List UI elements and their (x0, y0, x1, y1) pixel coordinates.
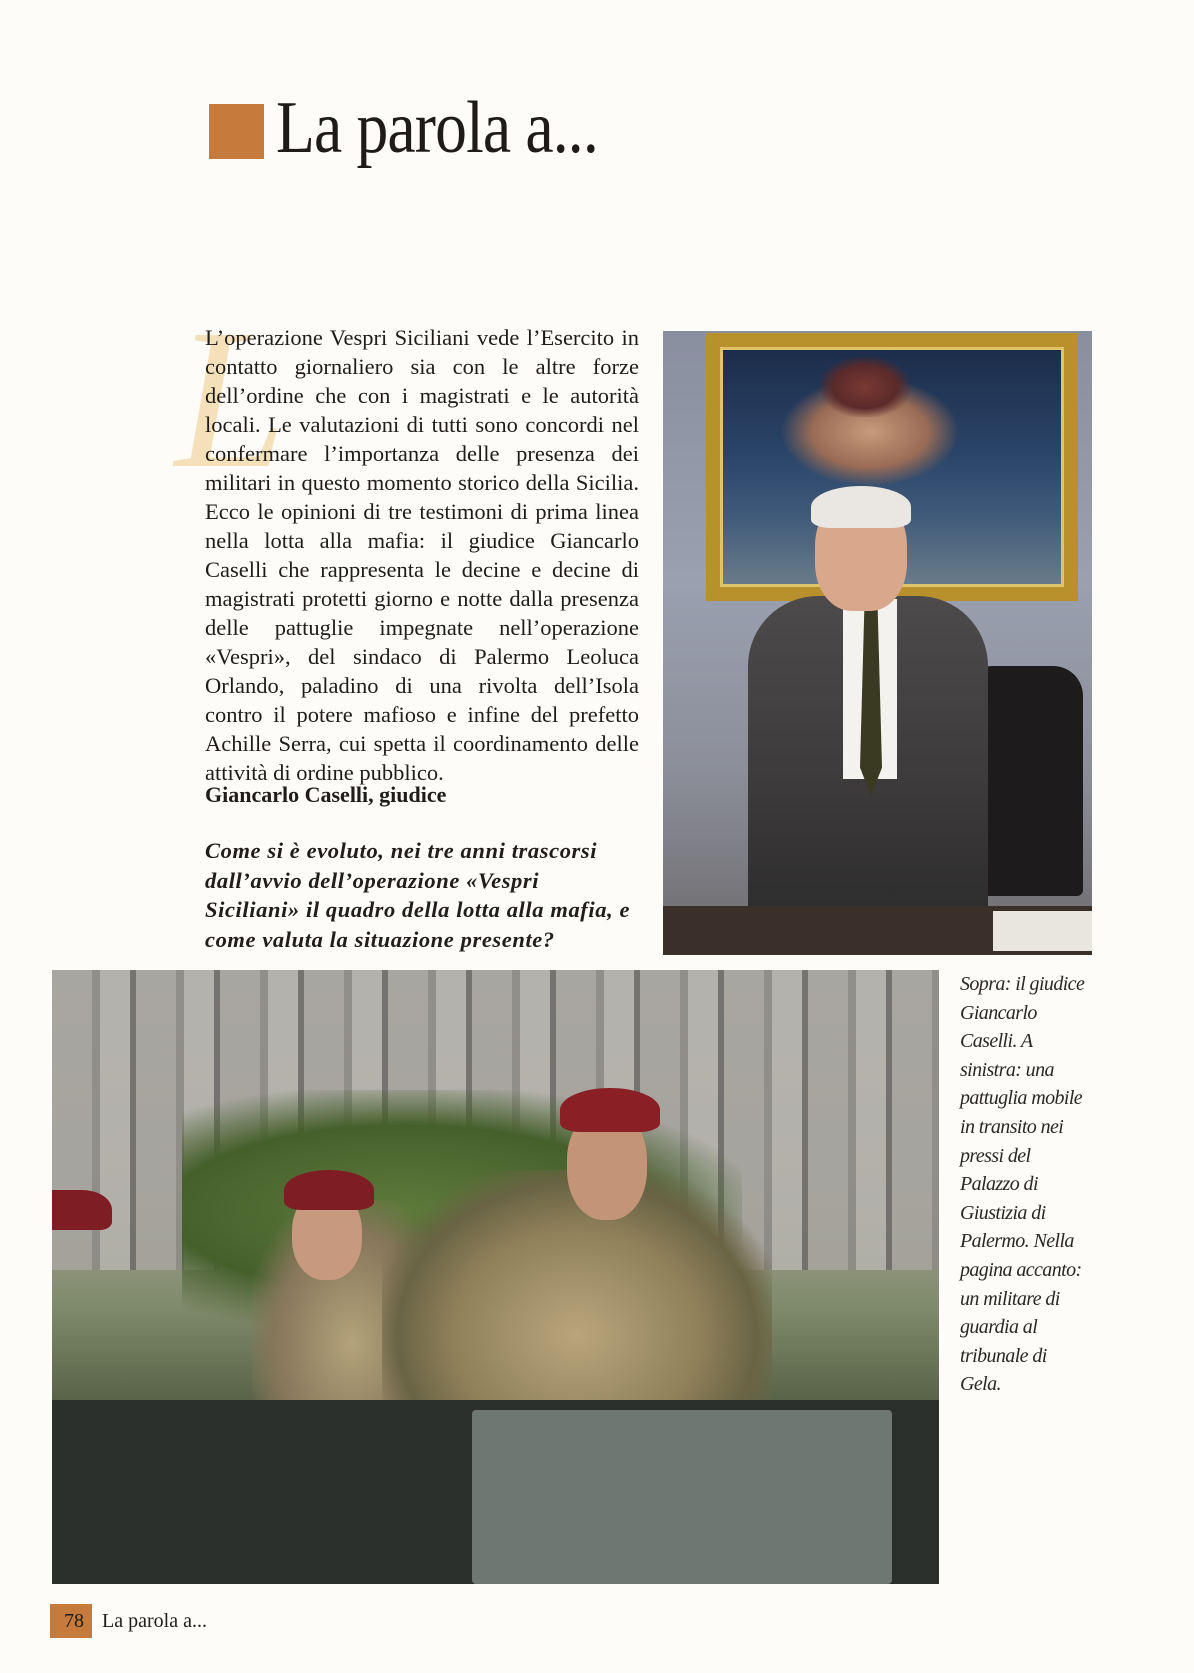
page-number: 78 (50, 1604, 92, 1638)
soldier-standing-beret (560, 1088, 660, 1132)
soldier-edge-beret (52, 1190, 112, 1230)
page-title: La parola a... (276, 87, 598, 169)
desk-papers (993, 911, 1092, 951)
soldier-seated-beret (284, 1170, 374, 1210)
intro-text: L’operazione Vespri Siciliani vede l’Esercito in contatto giornaliero sia con le altre forze dell’ordine che con i magistrati e le autorità locali. Le valutazioni di tutti sono concordi nel confermare l’importanza delle presenza dei militari in questo momento storico della Sicilia. Ecco le opinioni di tre testimoni di prima linea nella lotta alla mafia: il giudice Giancarlo Caselli che rappresenta le decine e decine di magistrati protetti giorno e notte dalla presenza delle pattuglie impegnate nell’operazione «Vespri», del sindaco di Palermo Leoluca Orlando, paladino di una rivolta dell’Isola contro il potere mafioso e infine del prefetto Achille Serra, cui spetta il coordinamento delle attività di ordine pubblico. (205, 325, 639, 785)
footer-section-label: La parola a... (102, 1609, 207, 1632)
section-heading: Giancarlo Caselli, giudice (205, 782, 447, 807)
photo-caption: Sopra: il giudice Giancarlo Caselli. A sinistra: una pattuglia mobile in transito nei pressi del Palazzo di Giustizia di Palermo. Nella pagina accanto: un militare di guardia al tribunale di Gela. (960, 973, 1085, 1396)
photo-mobile-patrol (52, 970, 939, 1584)
page-footer (50, 1604, 207, 1638)
judge-hair (811, 486, 911, 528)
painting-figure-2 (820, 357, 910, 417)
dropcap-letter: L (175, 289, 287, 510)
radio-equipment (472, 1410, 892, 1584)
interview-question: Come si è evoluto, nei tre anni trascorsi dall’avvio dell’operazione «Vespri Siciliani» il quadro della lotta alla mafia, e come valuta la situazione presente? (205, 838, 631, 952)
photo-judge-caselli (663, 331, 1092, 955)
title-accent-square (209, 104, 264, 159)
intro-paragraph (205, 323, 639, 787)
page-title-block (209, 88, 650, 168)
